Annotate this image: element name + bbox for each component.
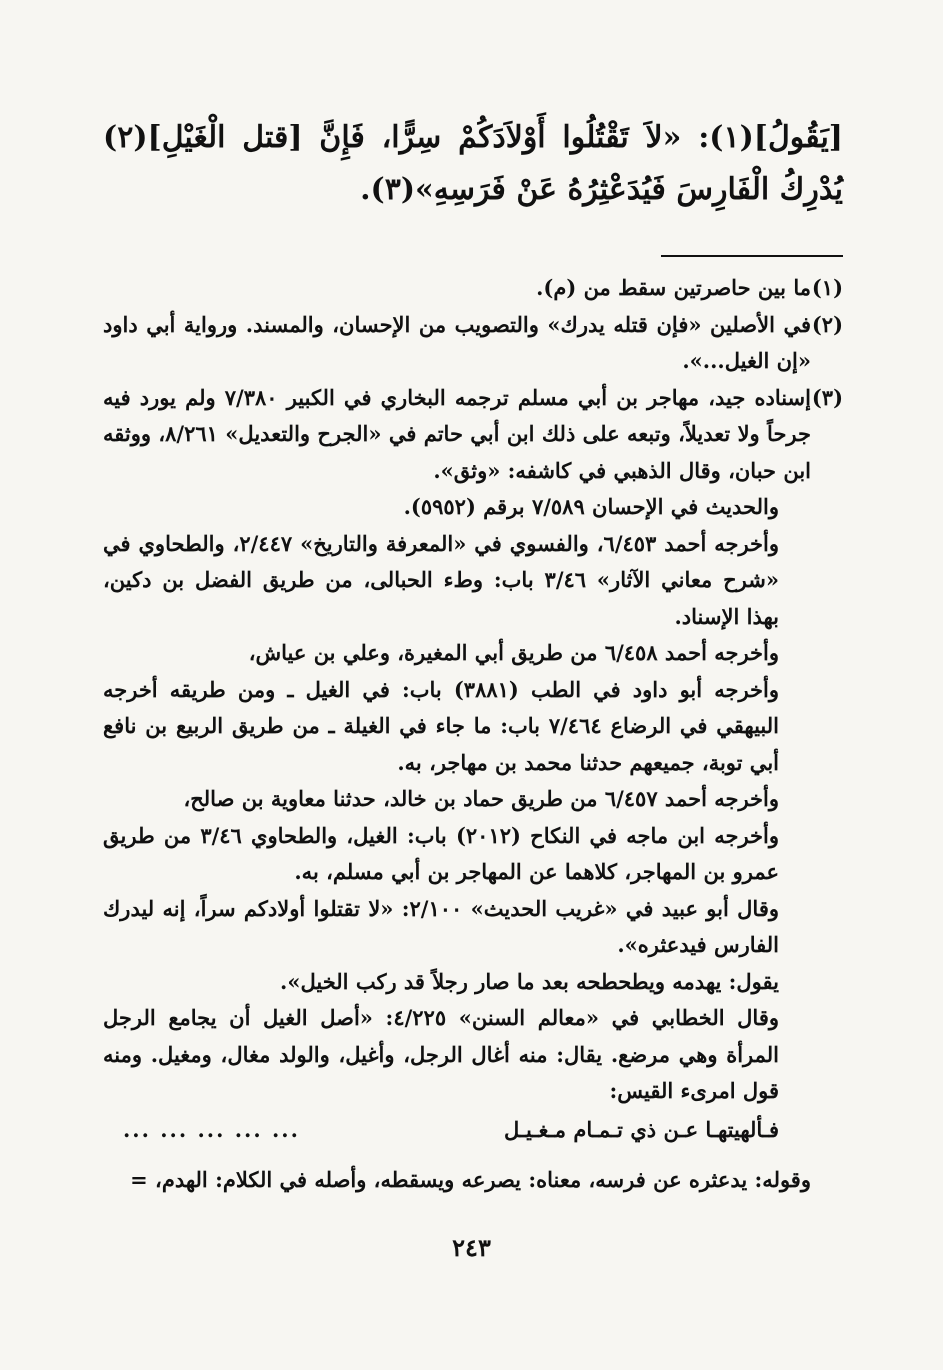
footnote-paragraph: وأخرجه أحمد ٦/٤٥٣، والفسوي في «المعرفة والتاريخ» ٢/٤٤٧، والطحاوي في «شرح معاني الآثار» ٣/٤٦ باب: وطء الحبالى، من طريق الفضل بن دكين، بهذا الإسناد. xyxy=(103,530,780,629)
footnotes xyxy=(103,270,843,1199)
footnote-paragraph-continued: وقوله: يدعثره عن فرسه، معناه: يصرعه ويسقطه، وأصله في الكلام: الهدم، = xyxy=(130,1167,811,1192)
footnote-paragraph: وأخرجه أبو داود في الطب (٣٨٨١) باب: في الغيل ـ ومن طريقه أخرجه البيهقي في الرضاع ٧/٤٦٤ باب: ما جاء في الغيلة ـ من طريق الربيع بن نافع أبي توبة، جميعهم حدثنا محمد بن مهاجر، به. xyxy=(103,676,779,775)
footnote-3 xyxy=(103,380,843,1199)
footnote-2 xyxy=(103,307,843,380)
page-number: ٢٤٣ xyxy=(452,1233,491,1262)
footnote-number: (٣) xyxy=(811,384,843,410)
footnote-text: ما بين حاصرتين سقط من (م). xyxy=(536,275,811,300)
footnote-separator xyxy=(661,255,843,257)
footnote-paragraph: وأخرجه أحمد ٦/٤٥٧ من طريق حماد بن خالد، حدثنا معاوية بن صالح، xyxy=(183,786,779,811)
footnote-1 xyxy=(103,270,843,307)
footnote-paragraph: وقال أبو عبيد في «غريب الحديث» ٢/١٠٠: «لا تقتلوا أولادكم سراً، إنه ليدرك الفارس فيدعثره». xyxy=(103,895,779,957)
footnote-text: في الأصلين «فإن قتله يدرك» والتصويب من الإحسان، والمسند. ورواية أبي داود «إن الغيل...». xyxy=(103,311,811,373)
footnote-paragraph: وأخرجه أحمد ٦/٤٥٨ من طريق أبي المغيرة، وعلي بن عياش، xyxy=(248,640,779,665)
footnote-paragraph: وأخرجه ابن ماجه في النكاح (٢٠١٢) باب: الغيل، والطحاوي ٣/٤٦ من طريق عمرو بن المهاجر، كلاهما عن المهاجر بن أبي مسلم، به. xyxy=(103,822,779,884)
footnote-number: (١) xyxy=(811,275,843,300)
verse-hemistich-right: فـألهيتهـا عـن ذي تـمـام مـغـيـل xyxy=(503,1116,779,1142)
poetry-verse xyxy=(103,1110,811,1163)
hadith-text: [يَقُولُ](١): «لاَ تَقْتُلُوا أَوْلاَدَكُمْ سِرًّا، فَإِنَّ [قتل الْغَيْلِ](٢) يُدْرِكُ الْفَارِسَ فَيُدَعْثِرُهُ عَنْ فَرَسِهِ»(٣). xyxy=(103,120,843,207)
footnote-paragraph: يقول: يهدمه ويطحطحه بعد ما صار رجلاً قد ركب الخيل». xyxy=(280,968,779,994)
footnote-number: (٢) xyxy=(811,311,843,337)
footnote-paragraph: والحديث في الإحسان ٧/٥٨٩ برقم (٥٩٥٢). xyxy=(403,494,779,519)
verse-hemistich-left: ... ... ... ... ... xyxy=(123,1116,300,1142)
footnote-paragraph: وقال الخطابي في «معالم السنن» ٤/٢٢٥: «أصل الغيل أن يجامع الرجل المرأة وهي مرضع. يقال: منه أغال الرجل، وأغيل، والولد مغال، ومغيل. ومنه قول امرىء القيس: xyxy=(103,1005,780,1103)
footnote-text: إسناده جيد، مهاجر بن أبي مسلم ترجمه البخاري في الكبير ٧/٣٨٠ ولم يورد فيه جرحاً ولا تعديلاً، وتبعه على ذلك ابن أبي حاتم في «الجرح والتعديل» ٨/٢٦١، ووثقه ابن حبان، وقال الذهبي في كاشفه: «وثق». xyxy=(103,384,811,483)
